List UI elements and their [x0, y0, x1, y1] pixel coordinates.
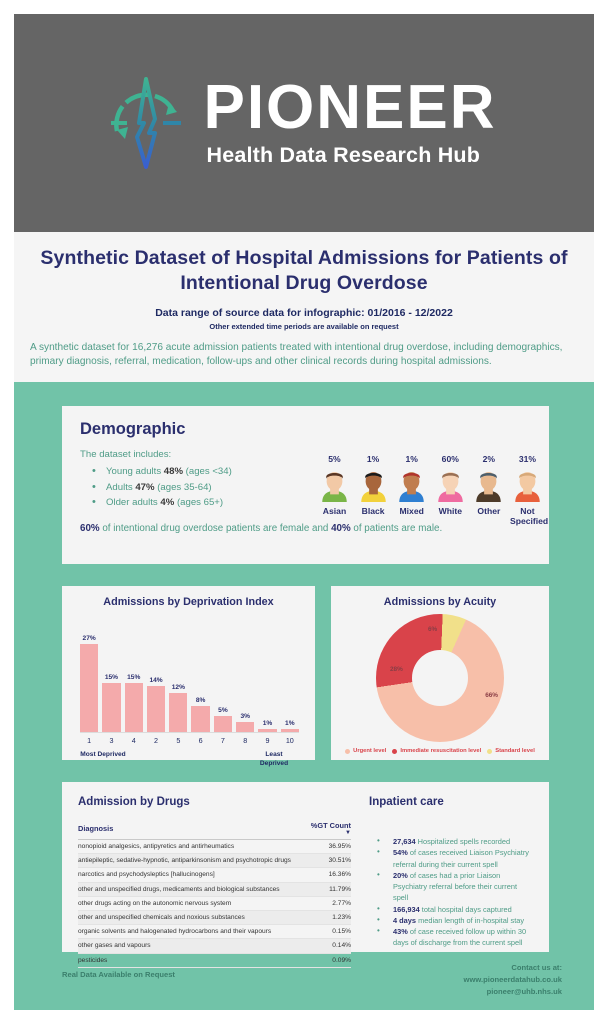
bullet-icon: • [377, 847, 380, 857]
deprivation-axis-line [80, 732, 299, 733]
legend-label: Urgent level [353, 748, 387, 754]
drugs-table [78, 819, 351, 968]
bar-column [281, 624, 299, 732]
bar-value-label: 27% [82, 635, 96, 642]
inpatient-text: median length of in-hospital stay [416, 915, 525, 925]
ethnicity-avatar [433, 469, 468, 502]
legend-item[interactable] [487, 748, 535, 754]
page-title: Synthetic Dataset of Hospital Admissions for Patients of Intentional Drug Overdose [40, 247, 568, 295]
legend-swatch [487, 749, 492, 754]
bullet-icon: • [377, 903, 380, 913]
bullet-icon: • [377, 926, 380, 935]
bar [258, 729, 276, 732]
donut-hole [412, 650, 468, 706]
column-header-diagnosis[interactable]: Diagnosis [78, 819, 308, 840]
bullet-icon: • [377, 914, 380, 924]
acuity-legend [339, 748, 541, 754]
contact-email[interactable]: pioneer@uhb.nhs.uk [486, 986, 562, 996]
ethnicity-item-asian [317, 454, 352, 527]
x-axis-tick: 5 [176, 736, 181, 745]
legend-label: Immediate resuscitation level [400, 748, 482, 754]
ethnicity-avatar [510, 469, 545, 502]
ethnicity-label: Mixed [399, 506, 424, 516]
body-teal-area [14, 382, 594, 1010]
female-text: of intentional drug overdose patients are female and [99, 522, 332, 534]
bar-column [125, 624, 143, 732]
cell-pct: 0.09% [308, 953, 351, 967]
person-avatar-icon [356, 469, 391, 502]
demographic-card [62, 406, 549, 564]
table-row[interactable] [78, 868, 351, 882]
age-group-suffix: (ages 35-64) [154, 481, 212, 493]
x-axis-tick: 6 [198, 736, 203, 745]
age-group-prefix: Young adults [106, 466, 164, 477]
ethnicity-item-mixed [394, 454, 429, 527]
table-row[interactable] [78, 840, 351, 854]
list-item [369, 836, 531, 847]
cell-pct: 1.23% [308, 910, 351, 924]
bullet-icon: • [377, 836, 380, 845]
ethnicity-pct: 5% [328, 454, 341, 464]
bar [214, 716, 232, 732]
inpatient-value: 20% [393, 870, 408, 880]
footer [14, 960, 594, 1010]
cell-diagnosis: nonopioid analgesics, antipyretics and antirheumatics [78, 840, 308, 854]
inpatient-list [369, 836, 531, 949]
bar-value-label: 12% [171, 683, 185, 691]
cell-diagnosis: other and unspecified chemicals and noxious substances [78, 910, 308, 924]
most-deprived-label: Most Deprived [80, 751, 126, 758]
x-axis-tick: 7 [220, 736, 225, 745]
table-row[interactable] [78, 896, 351, 910]
age-group-suffix: (ages <34) [183, 466, 232, 477]
age-group-value: 47% [135, 481, 155, 493]
ethnicity-label: Other [477, 506, 501, 516]
male-pct: 40% [331, 522, 351, 534]
date-range-note: Other extended time periods are available on request [209, 321, 399, 331]
deprivation-bars [80, 624, 299, 732]
ethnicity-label: Not Specified [509, 506, 549, 527]
table-row[interactable] [78, 925, 351, 939]
list-item [369, 915, 531, 926]
drugs-table-body [78, 840, 351, 968]
cell-diagnosis: organic solvents and halogenated hydrocarbons and their vapours [78, 925, 308, 939]
cell-pct: 0.15% [308, 925, 351, 939]
bar-column [147, 624, 165, 732]
bar [191, 706, 209, 732]
bar [169, 693, 187, 732]
acuity-chart-title: Admissions by Acuity [383, 596, 497, 608]
inpatient-text: of cases received Liaison Psychiatry referral during their current spell [393, 848, 529, 869]
footer-contact [464, 962, 562, 997]
cell-diagnosis: other gases and vapours [78, 939, 308, 953]
person-avatar-icon [317, 469, 352, 502]
bar-column [214, 624, 232, 732]
demographic-title: Demographic [80, 420, 186, 438]
legend-swatch [392, 749, 397, 754]
x-axis-tick: 4 [131, 736, 136, 745]
inpatient-value: 27,634 [393, 837, 416, 846]
ethnicity-avatar [394, 469, 429, 502]
ethnicity-item-other [471, 454, 506, 527]
age-group-suffix: (ages 65+) [174, 497, 224, 509]
cell-pct: 30.51% [308, 854, 351, 868]
ethnicity-avatar [317, 469, 352, 502]
table-row[interactable] [78, 854, 351, 868]
logo-tagline: Health Data Research Hub [206, 142, 481, 167]
column-header-pct-label: %GT Count [310, 821, 351, 830]
ethnicity-pct: 1% [366, 454, 380, 464]
compass-heartbeat-icon [103, 75, 189, 171]
ethnicity-avatar [471, 469, 506, 502]
demographic-lead: The dataset includes: [80, 449, 172, 460]
header-banner [14, 14, 594, 232]
column-header-pct[interactable] [308, 819, 351, 840]
bar-column [236, 624, 254, 732]
bar-value-label: 3% [240, 713, 250, 721]
x-axis-tick: 10 [285, 736, 294, 745]
person-avatar-icon [510, 469, 545, 502]
drugs-title: Admission by Drugs [78, 796, 190, 808]
deprivation-chart-title: Admissions by Deprivation Index [103, 596, 274, 608]
x-axis-tick: 8 [243, 736, 248, 745]
male-text: of patients are male. [350, 522, 443, 534]
drugs-section [78, 796, 351, 968]
bar-value-label: 15% [127, 674, 141, 682]
deprivation-end-labels [80, 751, 297, 769]
bar-value-label: 8% [195, 696, 206, 704]
bar-value-label: 15% [104, 674, 119, 682]
table-row[interactable] [78, 882, 351, 896]
legend-item[interactable] [345, 748, 386, 754]
cell-pct: 16.36% [308, 868, 351, 882]
bar [102, 683, 120, 732]
cell-diagnosis: antiepileptic, sedative-hypnotic, antiparkinsonism and psychotropic drugs [78, 854, 308, 868]
cell-pct: 2.77% [308, 896, 351, 910]
bar-column [191, 624, 209, 732]
bar-value-label: 1% [262, 719, 273, 727]
ethnicity-avatar [356, 469, 391, 502]
inpatient-section [365, 796, 531, 968]
bar [281, 729, 299, 732]
ethnicity-label: White [438, 506, 462, 516]
age-group-prefix: Older adults [106, 497, 161, 509]
list-item [369, 870, 531, 904]
ethnicity-label: Black [361, 506, 385, 516]
bar-value-label: 5% [218, 706, 228, 714]
list-item [369, 847, 531, 870]
acuity-donut [376, 614, 504, 742]
list-item [369, 926, 531, 949]
inpatient-value: 54% [393, 848, 408, 858]
legend-item[interactable] [392, 748, 481, 754]
bar-column [102, 624, 120, 732]
x-axis-tick: 3 [109, 736, 114, 745]
inpatient-text: total hospital days captured [419, 904, 512, 914]
age-group-value: 4% [160, 497, 175, 509]
sort-descending-icon[interactable]: ▼ [345, 830, 351, 836]
bar-column [80, 624, 98, 732]
cell-diagnosis: pesticides [78, 953, 308, 967]
bar-value-label: 14% [149, 677, 163, 685]
cell-diagnosis: other drugs acting on the autonomic nervous system [78, 896, 308, 910]
ethnicity-pct: 60% [441, 454, 459, 464]
donut-label-immediate: 28% [390, 666, 403, 673]
table-header-row [78, 819, 351, 840]
cell-diagnosis: narcotics and psychodysleptics [hallucinogens] [78, 868, 308, 882]
ethnicity-item-black [356, 454, 391, 527]
footer-left-note: Real Data Available on Request [62, 970, 175, 979]
dataset-description: A synthetic dataset for 16,276 acute admission patients treated with intentional drug overdose, including demographics, primary diagnosis, referral, medication, follow-ups and other clinical records during hospital admissions. [30, 341, 563, 368]
table-row[interactable] [78, 939, 351, 953]
x-axis-tick: 1 [87, 736, 92, 745]
table-row[interactable] [78, 910, 351, 924]
bar-value-label: 1% [285, 719, 295, 727]
legend-swatch [345, 749, 350, 754]
inpatient-value: 166,934 [393, 904, 420, 914]
bar-column [258, 624, 276, 732]
legend-label: Standard level [495, 748, 535, 754]
inpatient-value: 43% [393, 927, 408, 936]
bullet-icon: • [377, 869, 380, 879]
age-group-prefix: Adults [106, 481, 136, 493]
inpatient-text: Hospitalized spells recorded [415, 837, 511, 846]
inpatient-title: Inpatient care [369, 796, 444, 808]
inpatient-text: of cases had a prior Liaison Psychiatry referral before their current spell [393, 870, 518, 903]
contact-website[interactable]: www.pioneerdatahub.co.uk [463, 974, 562, 984]
x-axis-tick: 2 [154, 736, 159, 745]
ethnicity-pct: 31% [518, 454, 537, 464]
date-range: Data range of source data for infographic: 01/2016 - 12/2022 [155, 306, 453, 319]
ethnicity-pct: 1% [405, 454, 418, 464]
cell-pct: 11.79% [308, 882, 351, 896]
title-band [14, 232, 594, 382]
bar [125, 683, 143, 732]
ethnicity-item-white [433, 454, 468, 527]
donut-label-urgent: 66% [485, 692, 498, 699]
inpatient-value: 4 days [393, 915, 417, 925]
bar-column [169, 624, 187, 732]
age-group-value: 48% [163, 466, 183, 477]
deprivation-x-ticks [80, 736, 299, 745]
bar [147, 686, 165, 732]
cell-pct: 36.95% [308, 840, 351, 854]
cell-diagnosis: other and unspecified drugs, medicaments and biological substances [78, 882, 308, 896]
person-avatar-icon [394, 469, 429, 502]
least-deprived-label: Least Deprived [259, 751, 289, 767]
deprivation-chart-card [62, 586, 315, 767]
ethnicity-pct: 2% [482, 454, 496, 464]
pioneer-logo [103, 75, 496, 171]
person-avatar-icon [471, 469, 506, 502]
bottom-card [62, 782, 549, 964]
x-axis-tick: 9 [265, 736, 270, 745]
bar [80, 644, 98, 732]
contact-label: Contact us at: [511, 963, 562, 972]
donut-label-standard: 6% [428, 626, 438, 633]
list-item [369, 904, 531, 915]
logo-title: PIONEER [203, 73, 497, 143]
ethnicity-label: Asian [322, 506, 347, 516]
ethnicity-item-not-specified [509, 454, 549, 527]
bar [236, 722, 254, 732]
person-avatar-icon [433, 469, 468, 502]
inpatient-text: of case received follow up within 30 days of discharge from the current spell [393, 927, 527, 948]
acuity-chart-card [331, 586, 549, 760]
female-pct: 60% [80, 522, 100, 534]
ethnicity-breakdown [317, 454, 549, 527]
cell-pct: 0.14% [308, 939, 351, 953]
